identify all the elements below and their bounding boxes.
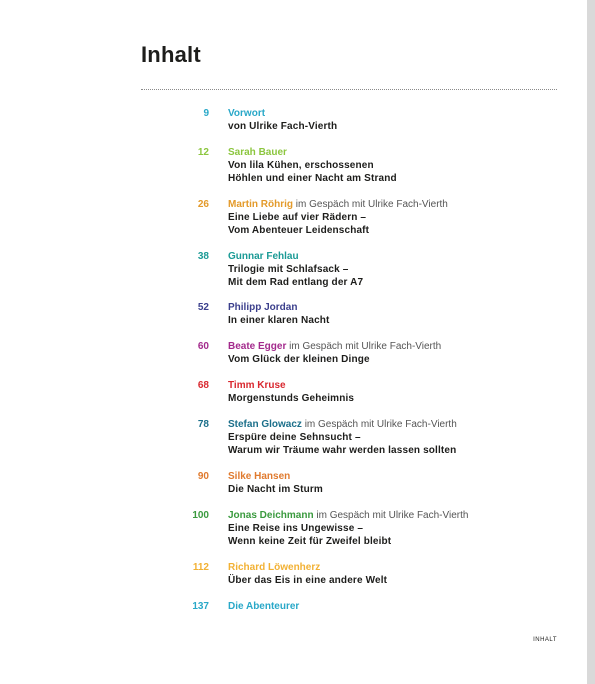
toc-entry-text [228, 198, 568, 237]
toc-title-line: von Ulrike Fach-Vierth [228, 121, 338, 132]
toc-entry-text [228, 379, 568, 405]
toc-entry-text [228, 509, 568, 548]
toc-page-number: 100 [192, 510, 209, 521]
toc-title-line: Trilogie mit Schlafsack – [228, 264, 349, 275]
toc-author: Sarah Bauer [228, 147, 287, 158]
toc-entry-text [228, 301, 568, 327]
toc-author: Jonas Deichmann [228, 510, 314, 521]
toc-entry-text [228, 418, 568, 457]
toc-heading-line [228, 340, 568, 353]
toc-heading-line [228, 509, 568, 522]
toc-entry-text [228, 340, 568, 366]
toc-author: Die Abenteurer [228, 601, 300, 612]
toc-entry-text [228, 146, 568, 185]
toc-author: Silke Hansen [228, 471, 291, 482]
toc-author: Beate Egger [228, 341, 287, 352]
toc-title-line: Die Nacht im Sturm [228, 484, 323, 495]
toc-heading-line [228, 107, 568, 120]
toc-heading-line [228, 250, 568, 263]
toc-author-note: im Gespäch mit Ulrike Fach-Vierth [304, 419, 457, 430]
toc-entry-text [228, 561, 568, 587]
toc-title-line: Wenn keine Zeit für Zweifel bleibt [228, 536, 392, 547]
toc-heading-line [228, 561, 568, 574]
toc-heading-line [228, 198, 568, 211]
toc-page-number: 38 [197, 251, 209, 262]
toc-page-number: 12 [197, 147, 209, 158]
toc-title-line: Von lila Kühen, erschossenen [228, 160, 374, 171]
toc-title-line: Vom Abenteuer Leidenschaft [228, 225, 370, 236]
toc-entry-text [228, 250, 568, 289]
toc-heading-line [228, 470, 568, 483]
toc-page-number: 112 [192, 562, 209, 573]
page-edge [587, 0, 595, 684]
toc-title-line: Warum wir Träume wahr werden lassen sollten [228, 445, 457, 456]
toc-heading-line [228, 301, 568, 314]
toc-author: Philipp Jordan [228, 302, 298, 313]
toc-author: Timm Kruse [228, 380, 286, 391]
toc-title-line: Höhlen und einer Nacht am Strand [228, 173, 397, 184]
toc-page-number: 52 [197, 302, 209, 313]
toc-title-line: Eine Reise ins Ungewisse – [228, 523, 364, 534]
toc-title-line: Mit dem Rad entlang der A7 [228, 277, 364, 288]
dotted-divider [141, 89, 557, 90]
toc-title-line: In einer klaren Nacht [228, 315, 330, 326]
toc-author-note: im Gespäch mit Ulrike Fach-Vierth [295, 199, 448, 210]
toc-title-line: Vom Glück der kleinen Dinge [228, 354, 370, 365]
toc-entry-text [228, 107, 568, 133]
toc-entry-text [228, 470, 568, 496]
running-footer: INHALT [533, 637, 557, 643]
toc-heading-line [228, 146, 568, 159]
toc-title-line: Morgenstunds Geheimnis [228, 393, 355, 404]
toc-author-note: im Gespäch mit Ulrike Fach-Vierth [289, 341, 442, 352]
toc-title-line: Erspüre deine Sehnsucht – [228, 432, 361, 443]
toc-heading-line [228, 600, 568, 613]
toc-heading-line [228, 418, 568, 431]
toc-title-line: Eine Liebe auf vier Rädern – [228, 212, 367, 223]
toc-author: Vorwort [228, 108, 266, 119]
toc-author: Gunnar Fehlau [228, 251, 299, 262]
toc-page-number: 26 [197, 199, 209, 210]
page-title: Inhalt [141, 42, 201, 67]
toc-page-number: 68 [197, 380, 209, 391]
toc-author-note: im Gespäch mit Ulrike Fach-Vierth [316, 510, 469, 521]
toc-author: Stefan Glowacz [228, 419, 302, 430]
toc-title-line: Über das Eis in eine andere Welt [228, 575, 388, 586]
toc-page-number: 90 [197, 471, 209, 482]
toc-page-number: 9 [203, 108, 209, 119]
toc-entry-text [228, 600, 568, 613]
toc-page-number: 137 [192, 601, 209, 612]
toc-heading-line [228, 379, 568, 392]
toc-author: Martin Röhrig [228, 199, 293, 210]
toc-author: Richard Löwenherz [228, 562, 321, 573]
toc-page-number: 78 [197, 419, 209, 430]
toc-page-number: 60 [197, 341, 209, 352]
